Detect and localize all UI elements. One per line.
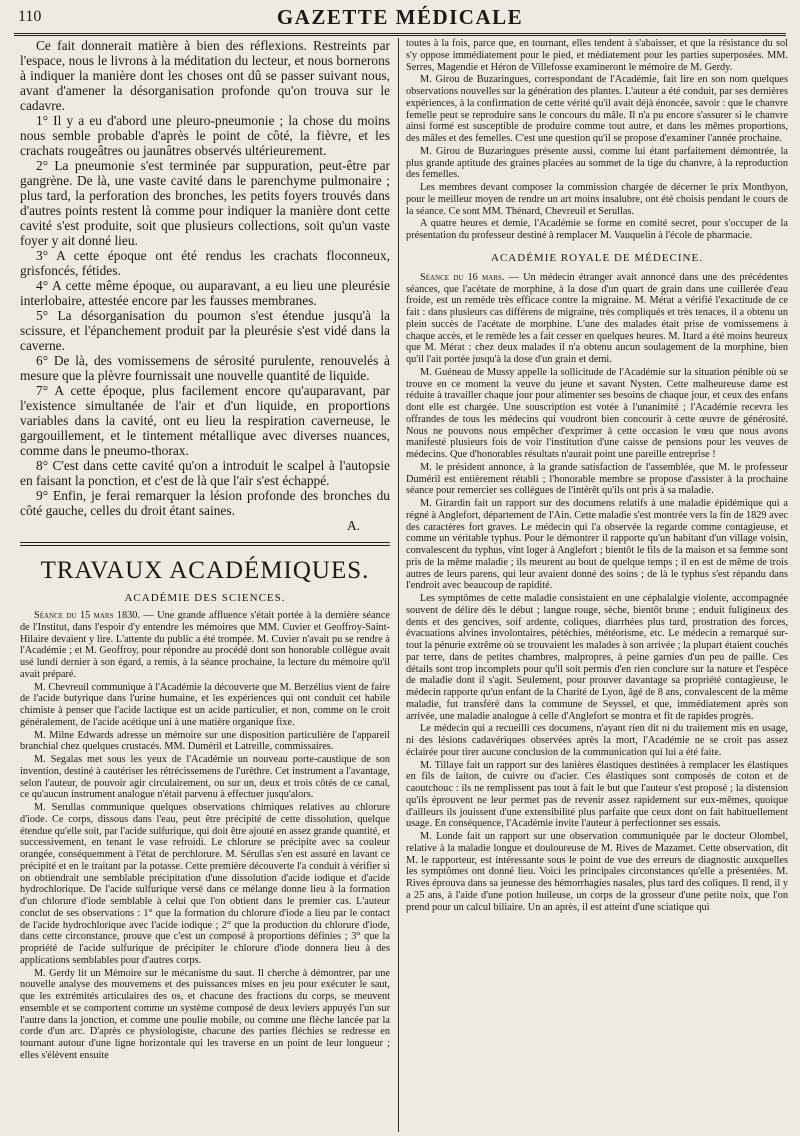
paragraph: Ce fait donnerait matière à bien des réflexions. Restreints par l'espace, nous le livrons à la méditation du lecteur, et nous bornerons à indiquer la manière dont les choses ont dû se passer suivant nous, avant d'amener la désorganisation profonde qu'on trouva sur le cadavre. xyxy=(20,38,390,113)
academy-subtitle: ACADÉMIE ROYALE DE MÉDECINE. xyxy=(491,251,703,264)
section-rule xyxy=(20,542,390,546)
paragraph: toutes à la fois, parce que, en tournant, elles tendent à s'abaisser, et que la résistance du sol s'y oppose immédiatement pour le pied, et médiatement pour les parties superposées. MM. Serres, Magendie et Héron de Villefosse examineront le mémoire de M. Gerdy. xyxy=(406,38,788,73)
paragraph: 1° Il y a eu d'abord une pleuro-pneumonie ; la chose du moins nous semble probable d'après le point de côté, la fièvre, et les crachats rougeâtres ou jaunâtres observés ultérieurement. xyxy=(20,113,390,158)
paragraph: M. Milne Edwards adresse un mémoire sur une disposition particulière de l'appareil branchial chez quelques crustacés. MM. Duméril et Latreille, commissaires. xyxy=(20,729,390,753)
academy-sciences-report xyxy=(20,610,390,1062)
paragraph: A quatre heures et demie, l'Académie se forme en comité secret, pour s'occuper de la présentation du professeur destiné à remplacer M. Vauquelin à l'école de pharmacie. xyxy=(406,218,788,241)
paragraph: M. Chevreuil communique à l'Académie la découverte que M. Berzélius vient de faire de l'acide butyrique dans l'urine humaine, et les expériences qui ont conduit cet habile chimiste à penser que l'acide lactique est un acide particulier, et non, comme on le croit généralement, de l'acide acétique uni à une matière organique fixe. xyxy=(20,681,390,728)
page-number: 110 xyxy=(18,8,42,25)
paragraph: M. Segalas met sous les yeux de l'Académie un nouveau porte-caustique de son invention, destiné à cautériser les rétrécissemens de l'urèthre. Cet instrument a l'avantage, selon l'auteur, de pouvoir agir circulairement, ou sur un, deux et trois côtés de ce canal, ce qu'aucun instrument analogue n'était parvenu à effectuer jusqu'alors. xyxy=(20,754,390,801)
paragraph: 6° De là, des vomissemens de sérosité purulente, renouvelés à mesure que la plèvre fournissait une nouvelle quantité de liquide. xyxy=(20,353,390,383)
paragraph-text: — Une grande affluence s'était portée à la dernière séance de l'Institut, dans l'espoir d'y entendre les mémoires que MM. Cuvier et Geoffroy-Saint-Hilaire devaient y lire. L'attente du public a été trompée. M. Cuvier n'avait pu se rendre à l'Académie ; et M. Geoffroy, pour répondre au procédé dont son honorable collègue avait usé lundi dernier à son égard, a remis, à la séance prochaine, la lecture du mémoire qu'il avait préparé. xyxy=(20,610,390,680)
academy-sciences-continued xyxy=(406,38,788,242)
paragraph: M. Tillaye fait un rapport sur des lanières élastiques destinées à remplacer les élastiques en fils de laiton, de cuivre ou d'acier. Ces élastiques sont composés de coton et de caoutchouc : ils ne remplissent pas tout à fait le but que l'auteur s'est proposé ; la distension qu'ils éprouvent ne leur permet pas de revenir assez rapidement sur eux-mêmes, quoique d'ailleurs ils jouissent d'une extensibilité plus parfaite que ceux dont on fait habituellement usage. En conséquence, l'Académie invite l'auteur à perfectionner ses essais. xyxy=(406,759,788,830)
page-header xyxy=(12,4,788,28)
paragraph: M. Girou de Buzaringues présente aussi, comme lui étant parfaitement démontrée, la plus grande aptitude des graines placées au sommet de la tige du chanvre, à la reproduction des femelles. xyxy=(406,145,788,181)
paragraph: 5° La désorganisation du poumon s'est étendue jusqu'à la scissure, et l'épanchement produit par la pleurésie s'est vidé dans la caverne. xyxy=(20,308,390,353)
paragraph: M. Serullas communique quelques observations chimiques relatives au chlorure d'iode. Ce corps, dissous dans l'eau, peut être précipité de cette dissolution, quelque étendue qu'elle soit, par l'acide sulfurique, qui doit être ajouté en assez grande quantité, et successivement, en tenant le vase refroidi. Le chlorure se précipite avec sa couleur orangée, conséquemment à l'état de perchlorure. M. Sérullas s'en est assuré en lavant ce précipité et en le traitant par la potasse. Cette première découverte l'a conduit à vérifier si on obtiendrait une semblable précipitation d'une dissolution d'acide iodique et d'acide hydrochlorique. De l'acide sulfurique versé dans ce mélange donne lieu à la formation d'un chlorure d'iode semblable à celui que l'on obtient dans le premier cas. L'auteur conclut de ses observations : 1° que la formation du chlorure d'iode a lieu par le contact de l'acide hydrochlorique avec l'acide iodique ; 2° que la production du chlorure d'iode, dans cette circonstance, prouve que c'est un composé à proportions définies ; 3° que la propriété de l'acide sulfurique de précipiter le chlorure d'iode donnera lieu à des applications semblables pour d'autres corps. xyxy=(20,802,390,966)
paragraph: Les symptômes de cette maladie consistaient en une céphalalgie violente, accompagnée souvent de délire dès le début ; langue rouge, sèche, bientôt brune ; enduit fuligineux des dents et des gencives, soif ardente, coliques, diarrhées plus tard, prostration des forces, évacuations alvines involontaires, pétéchies, météorisme, etc. Le médecin a remarqué sur-tout la pénurie extrême où se trouvaient les malades à son arrivée ; la plupart étaient couchés par terre, dans de petites chambres, malpropres, à peine garnies d'un peu de paille. Ces détails sont trop incomplets pour qu'il soit permis d'en rien conclure sur la nature et l'espèce de maladie dont il s'agit. Seulement, pour prouver davantage sa propriété contagieuse, le médecin rapporte qu'un enfant de la Charité de Lyon, âgé de 8 ans, convalescent de la même maladie, fut transféré dans la commune de Seyssel, et que, immédiatement après son arrivée, une maladie analogue à celle d'Anglefort se montra et fit de rapides progrès. xyxy=(406,593,788,722)
author-signature: A. xyxy=(346,518,360,533)
paragraph xyxy=(20,610,390,681)
paragraph: M. Girardin fait un rapport sur des documens relatifs à une maladie épidémique qui a régné à Anglefort, département de l'Ain. Cette maladie s'est montrée vers la fin de 1829 avec des caractères fort graves. Le médecin qui l'a observée la regarde comme contagieuse, et comme un véritable typhus. Pour le démontrer il rapporte qu'un habitant d'un village voisin, convalescent du typhus, vint loger à Anglefort ; bientôt le fils de la maison et sa femme sont pris de la même maladie ; ils meurent au bout de quelque temps ; il en est de même de trois autres de leurs parens, qui leur avaient donné des soins ; de là le typhus s'est répandu dans l'endroit avec beaucoup de rapidité. xyxy=(406,498,788,592)
paragraph: M. Gerdy lit un Mémoire sur le mécanisme du saut. Il cherche à démontrer, par une nouvelle analyse des mouvemens et des puissances mises en jeu pour exécuter le saut, que les extrémités articulaires des os, et chacune des fractions du corps, se meuvent ensemble et se comportent comme un système composé de deux leviers appuyés l'un sur l'autre dans la jonction, et comme une poulie mobile, ou comme une flèche lancée par la corde d'un arc. D'après ce physiologiste, chacune des parties fléchies se redresse en tournant autour d'une ligne horizontale qui les traverse en un point de leur longueur ; elles s'élèvent ensuite xyxy=(20,967,390,1061)
paragraph: Le médecin qui a recueilli ces documens, n'ayant rien dit ni du traitement mis en usage, ni des lésions cadavériques observées après la mort, l'Académie ne se croit pas assez éclairée pour tirer aucune conclusion de la communication qui lui a été faite. xyxy=(406,723,788,758)
paragraph: Les membres devant composer la commission chargée de décerner le prix Monthyon, pour le meilleur moyen de rendre un art moins insalubre, ont été choisis pendant le cours de la séance. Ce sont MM. Thénard, Chevreuil et Serullas. xyxy=(406,182,788,217)
paragraph: M. Londe fait un rapport sur une observation communiquée par le docteur Olombel, relative à la maladie longue et douloureuse de M. Rives de Mazamet. Cette observation, dit M. le rapporteur, est intéressante sous le point de vue des erreurs de diagnostic auxquelles les symptômes ont donné lieu. Voici les principales circonstances qu'elle a présentées. M. Rives éprouva dans sa jeunesse des hémorrhagies nasales, plus tard des coliques. Il rend, il y a 25 ans, à l'aide d'une potion huileuse, un corps de la grosseur d'une petite noix, que l'on prend pour un calcul biliaire. Un an après, il est atteint d'une sciatique qui xyxy=(406,831,788,913)
paragraph xyxy=(406,272,788,366)
paragraph: 2° La pneumonie s'est terminée par suppuration, peut-être par gangrène. De là, une vaste cavité dans le parenchyme pulmonaire ; plus tard, la perforation des bronches, les petits foyers trouvés dans d'autres points restent là comme pour indiquer la manière dont cette cavité s'est produite, soit que plusieurs collections, soit qu'un vaste foyer y ait donné lieu. xyxy=(20,158,390,248)
seance-label: Séance du 15 mars 1830. xyxy=(34,610,141,621)
paragraph: 9° Enfin, je ferai remarquer la lésion profonde des bronches du côté gauche, celles du droit étant saines. xyxy=(20,488,390,518)
paragraph: 4° A cette même époque, ou auparavant, a eu lieu une pleurésie interlobaire, attestée encore par les fausses membranes. xyxy=(20,278,390,308)
paragraph: 7° A cette époque, plus facilement encore qu'auparavant, par l'existence simultanée de l'air et d'un liquide, en proportions variables dans la cavité, ont eu lieu la respiration caverneuse, le gargouillement, et le tintement métallique avec diverses nuances, comme dans le pneumo-thorax. xyxy=(20,383,390,458)
column-divider xyxy=(398,38,399,1132)
paragraph: M. Girou de Buzaringues, correspondant de l'Académie, fait lire en son nom quelques observations nouvelles sur la génération des plantes. L'auteur a été conduit, par ses dernières expériences, à la confirmation de cette vérité qu'il avait déjà énoncée, savoir : que le chanvre femelle peut se reproduire sans le concours du mâle. Il n'a pu encore s'assurer si le chanvre ainsi formé est susceptible de produire comme tout autre, et dans les mêmes proportions, des mâles et des femelles. C'est une question qu'il se propose d'examiner l'année prochaine. xyxy=(406,74,788,144)
paragraph: 3° A cette époque ont été rendus les crachats floconneux, grisfoncés, fétides. xyxy=(20,248,390,278)
section-title: TRAVAUX ACADÉMIQUES. xyxy=(40,557,370,584)
paragraph-text: — Un médecin étranger avait annoncé dans une des précédentes séances, que l'acétate de morphine, à la dose d'un quart de grain dans une cuillerée d'eau froide, est un remède très efficace contre la migraine. M. Mérat a vérifié l'exactitude de ce fait : dans plusieurs cas différens de migraine, très compliqués et très tenaces, il a obtenu un plein succès de l'acétate de morphine. L'une des malades était prise de vomissemens à chaque accès, et le remède les a fait cesser en quelques heures. M. Itard a été moins heureux que M. Mérat : chez deux malades il n'a obtenu aucun soulagement de la morphine, bien qu'il l'ait portée jusqu'à la dose d'un grain et demi. xyxy=(406,271,788,365)
seance-label: Séance du 16 mars. xyxy=(420,271,505,283)
academy-subtitle: ACADÉMIE DES SCIENCES. xyxy=(124,592,286,604)
paragraph: M. le président annonce, à la grande satisfaction de l'assemblée, que M. le professeur Duméril est entièrement rétabli ; l'honorable membre se propose d'assister à la prochaine séance pour remercier ses collègues de l'intérêt qu'ils ont pris à sa maladie. xyxy=(406,461,788,497)
header-rule xyxy=(14,33,786,36)
left-column xyxy=(20,38,390,1132)
masthead-title: GAZETTE MÉDICALE xyxy=(276,5,524,29)
right-column xyxy=(406,38,788,1132)
case-discussion xyxy=(20,38,390,533)
paragraph: 8° C'est dans cette cavité qu'on a introduit le scalpel à l'autopsie en faisant la ponction, et c'est de là que l'air s'est échappé. xyxy=(20,458,390,488)
academy-medecine-report xyxy=(406,272,788,914)
paragraph: M. Guéneau de Mussy appelle la sollicitude de l'Académie sur la situation pénible où se trouve en ce moment la veuve du jeune et savant Nysten. Cette malheureuse dame est réduite à travailler chaque jour pour alimenter ses besoins de chaque jour, et ceux des enfans dont elle est chargée. Une souscription est votée à l'unanimité ; l'Académie recevra les offrandes de tous les médecins qui voudront bien concourir à cette œuvre de générosité. Nous ne pouvons nous empêcher d'exprimer à cette occasion le vœu que nous avons manifesté plusieurs fois de voir l'institution d'une caisse de pensions pour les veuves de médecins. Que d'honorables résultats n'aurait point une pareille entreprise ! xyxy=(406,366,788,460)
